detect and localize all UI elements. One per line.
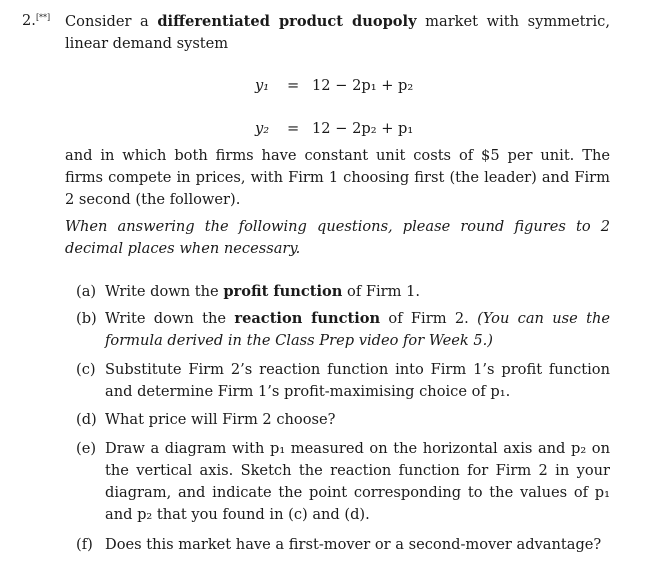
part-f: (f) Does this market have a first-mover or a second-mover advantage? xyxy=(76,534,610,556)
part-e: (e) Draw a diagram with p₁ measured on the horizontal axis and p₂ on the vertical axis. Sketch the reaction function for Firm 2 in your diagram, and indicate the point corresponding to the values of p₁ and p₂ that you found in (c) and (d). xyxy=(76,440,610,523)
part-d: (d) What price will Firm 2 choose? xyxy=(76,409,610,431)
question-intro: Consider a differentiated product duopoly market with symmetric, linear demand system xyxy=(65,13,610,52)
part-a: (a) Write down the profit function of Firm 1. xyxy=(76,281,610,303)
demand-equation-1: y₁ = 12 − 2p₁ + p₂ xyxy=(255,77,414,94)
demand-equation-2: y₂ = 12 − 2p₂ + p₁ xyxy=(255,120,414,137)
key-term-duopoly: differentiated product duopoly xyxy=(157,13,417,30)
part-c: (c) Substitute Firm 2’s reaction function into Firm 1’s profit function and determine Firm 1’s profit-maximising choice of p₁. xyxy=(76,361,610,400)
part-label: (b) xyxy=(76,310,97,327)
part-label: (d) xyxy=(76,411,97,428)
part-label: (a) xyxy=(76,283,97,300)
rounding-note: When answering the following questions, please round figures to 2 decimal places when necessary. xyxy=(65,218,610,257)
part-label: (e) xyxy=(76,440,97,457)
part-label: (c) xyxy=(76,361,96,378)
part-b: (b) Write down the reaction function of Firm 2. (You can use the formula derived in the Class Prep video for Week 5.) xyxy=(76,310,611,349)
difficulty-mark: [**] xyxy=(35,13,51,22)
question-body: and in which both firms have constant unit costs of $5 per unit. The firms compete in prices, with Firm 1 choosing first (the leader) and Firm 2 second (the follower). xyxy=(65,147,610,208)
part-label: (f) xyxy=(76,536,93,553)
question-number: 2.[**] xyxy=(22,12,51,29)
